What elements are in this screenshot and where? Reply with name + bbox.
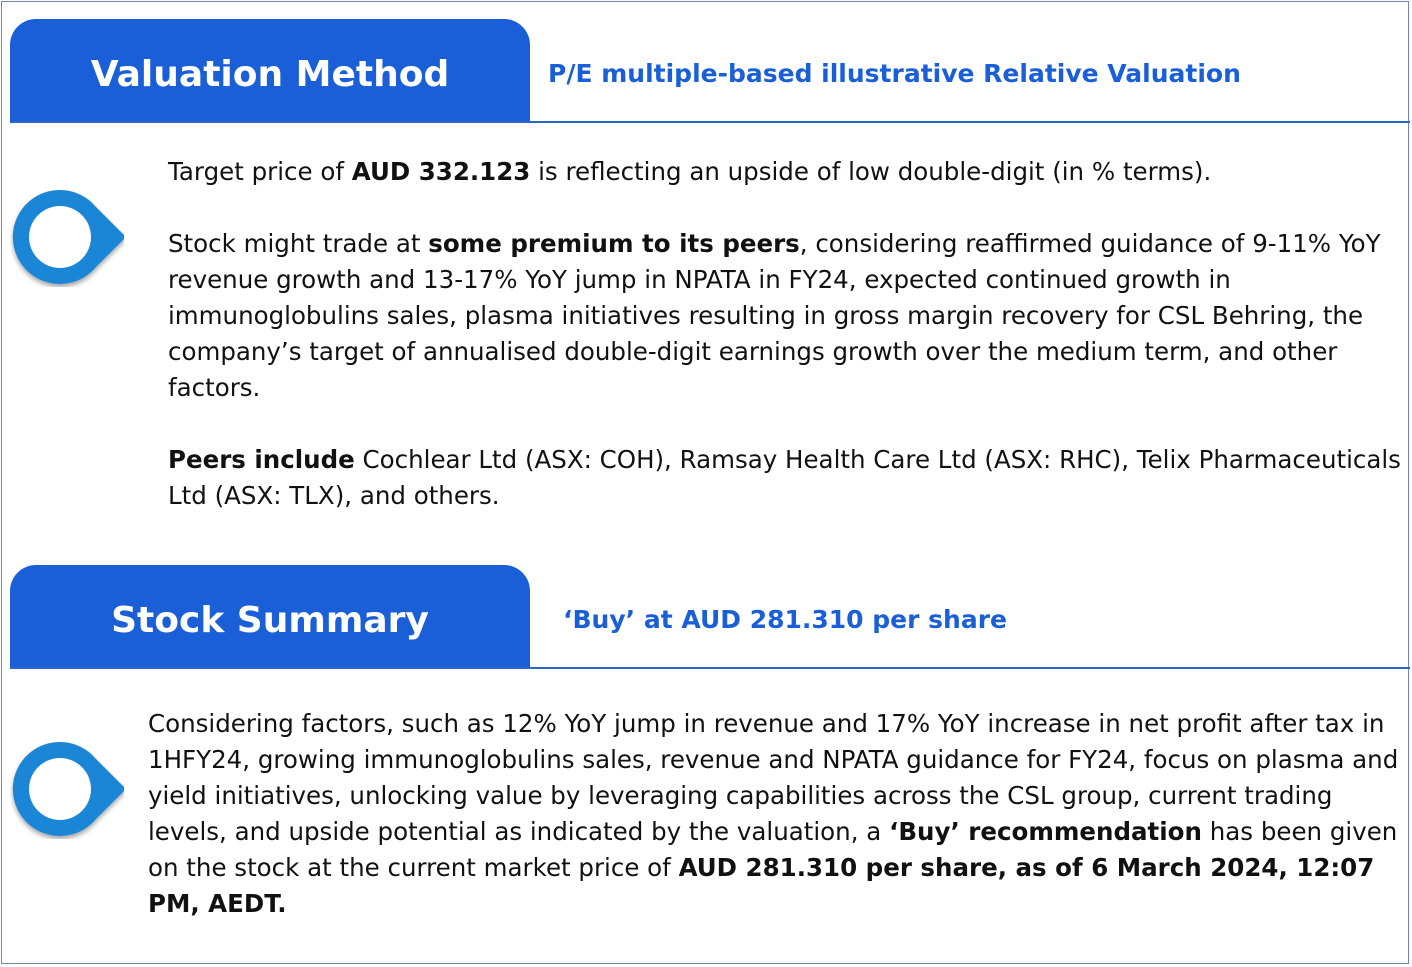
summary-paragraph: Considering factors, such as 12% YoY jump in revenue and 17% YoY increase in net profit after tax in 1HFY24, growing immunoglobulins sales, revenue and NPATA guidance for FY24, focus on plasma and yield initiatives, unlocking value by leveraging capabilities across the CSL group, current trading levels, and upside potential as indicated by the valuation, a ‘Buy’ recommendation has been given on the stock at the current market price of AUD 281.310 per share, as of 6 March 2024, 12:07 PM, AEDT. bbox=[148, 709, 1399, 918]
summary-title: Stock Summary bbox=[10, 565, 530, 669]
summary-header bbox=[10, 565, 1410, 669]
summary-subtitle: ‘Buy’ at AUD 281.310 per share bbox=[563, 604, 1007, 634]
pin-marker-icon bbox=[4, 187, 124, 287]
valuation-paragraph-premium: Stock might trade at some premium to its peers, considering reaffirmed guidance of 9-11% YoY revenue growth and 13-17% YoY jump in NPATA in FY24, expected continued growth in immunoglobulins sales, plasma initiatives resulting in gross margin recovery for CSL Behring, the company’s target of annualised double-digit earnings growth over the medium term, and other factors. bbox=[168, 229, 1381, 402]
valuation-subtitle: P/E multiple-based illustrative Relative Valuation bbox=[548, 58, 1241, 88]
valuation-paragraph-peers: Peers include Cochlear Ltd (ASX: COH), Ramsay Health Care Ltd (ASX: RHC), Telix Pharmaceuticals Ltd (ASX: TLX), and others. bbox=[168, 445, 1401, 510]
valuation-body bbox=[168, 154, 1403, 514]
valuation-paragraph-target: Target price of AUD 332.123 is reflecting an upside of low double-digit (in % terms). bbox=[168, 157, 1212, 186]
valuation-title: Valuation Method bbox=[10, 19, 530, 123]
summary-body bbox=[148, 706, 1403, 922]
pin-marker-icon bbox=[4, 739, 124, 839]
valuation-header bbox=[10, 19, 1410, 123]
